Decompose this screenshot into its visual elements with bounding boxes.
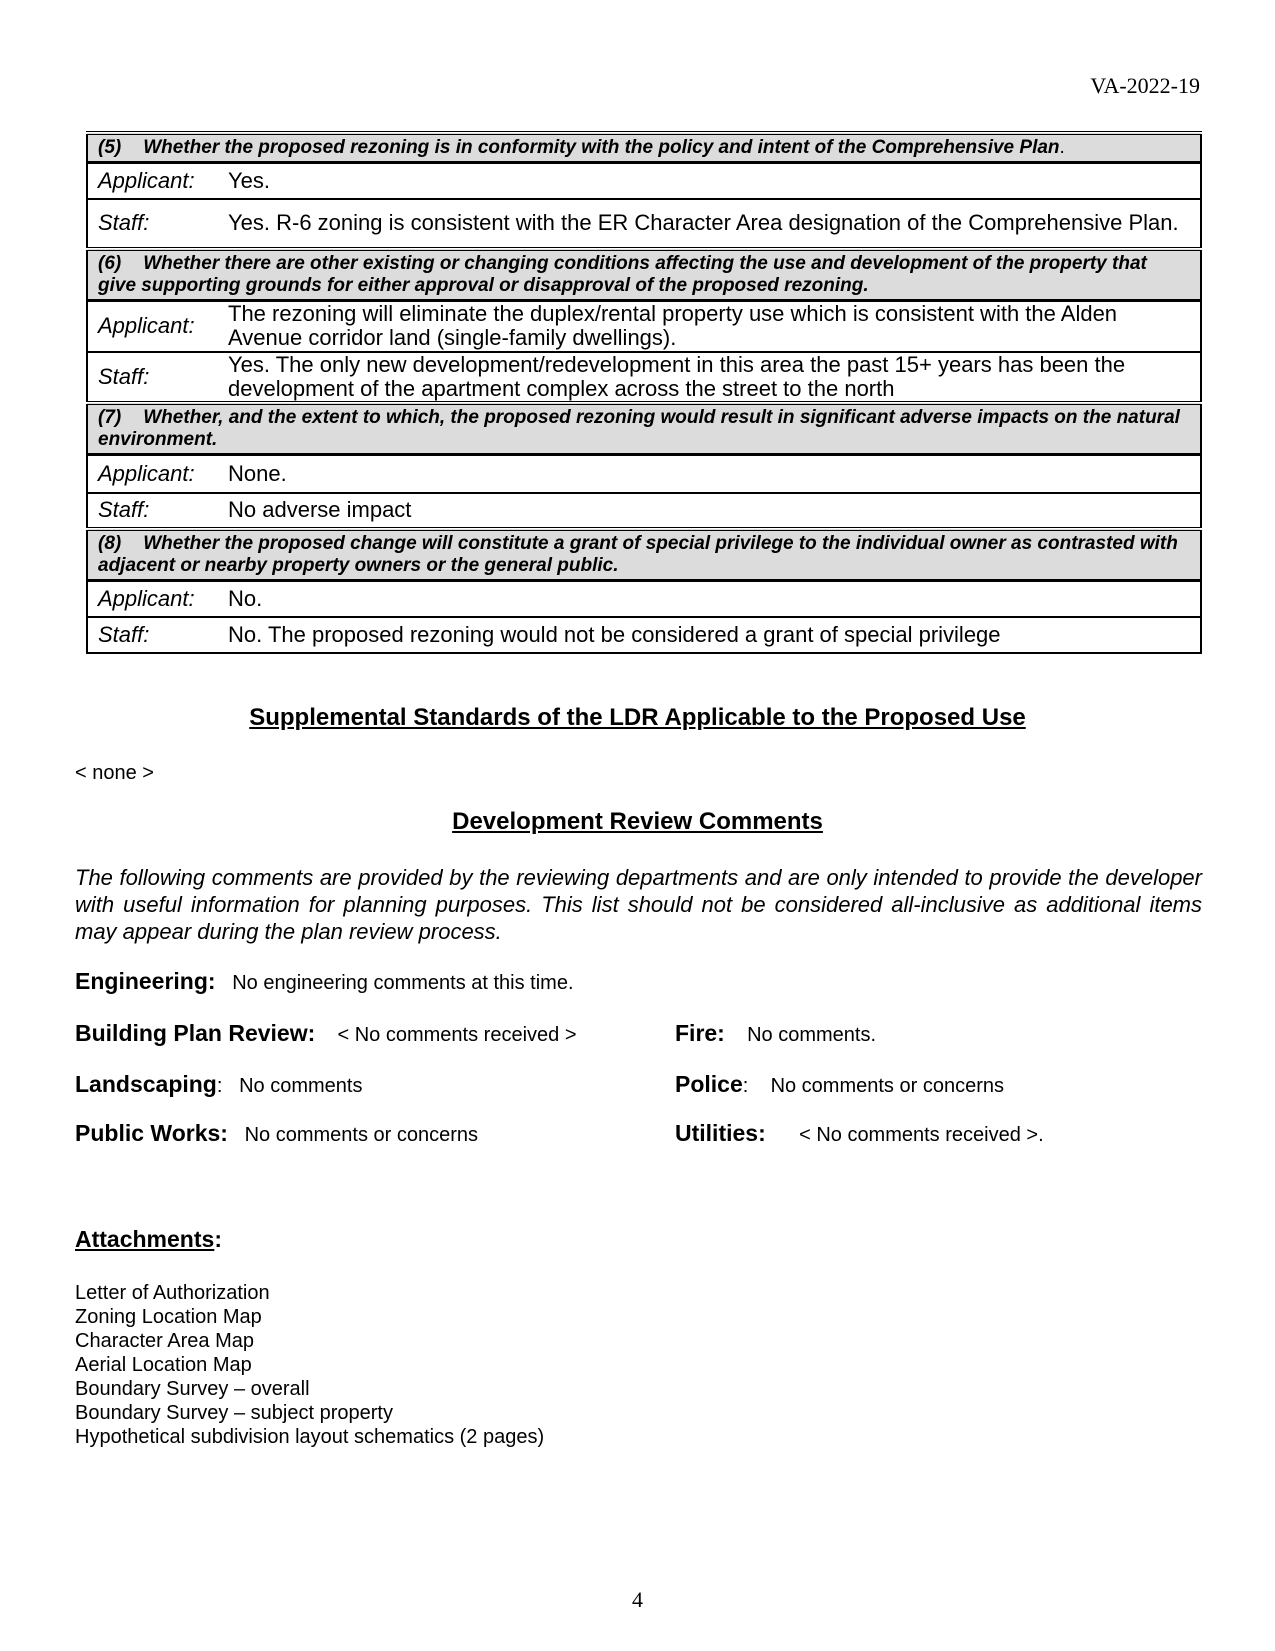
table-row bbox=[87, 300, 1201, 352]
document-id: VA-2022-19 bbox=[1090, 73, 1200, 98]
applicant-response: None. bbox=[218, 455, 1201, 493]
list-item: Boundary Survey – subject property bbox=[75, 1402, 393, 1424]
utilities-value: < No comments received >. bbox=[799, 1124, 1044, 1146]
criterion-question-8 bbox=[87, 529, 1201, 581]
police-comment bbox=[675, 1071, 1004, 1098]
staff-label: Staff: bbox=[87, 352, 218, 403]
fire-value: No comments. bbox=[747, 1024, 877, 1046]
staff-response: Yes. R-6 zoning is consistent with the ER Character Area designation of the Comprehensive Plan. bbox=[218, 199, 1201, 249]
criterion-question-period: . bbox=[1059, 137, 1065, 158]
staff-label: Staff: bbox=[87, 493, 218, 529]
criterion-question-text: Whether the proposed rezoning is in conformity with the policy and intent of the Comprehensive Plan bbox=[143, 137, 1060, 158]
engineering-value: No engineering comments at this time. bbox=[232, 972, 574, 994]
landscaping-comment bbox=[75, 1071, 362, 1098]
fire-label: Fire: bbox=[675, 1020, 725, 1046]
police-value: No comments or concerns bbox=[770, 1075, 1004, 1097]
criterion-number: (6) bbox=[98, 252, 122, 274]
police-separator: : bbox=[742, 1075, 749, 1097]
public-works-label: Public Works: bbox=[75, 1120, 228, 1146]
supplemental-standards-value: < none > bbox=[75, 762, 154, 784]
list-item: Aerial Location Map bbox=[75, 1354, 252, 1376]
criterion-question-text: Whether, and the extent to which, the proposed rezoning would result in significant adverse impacts on the natural environment. bbox=[98, 407, 1180, 450]
staff-response: No adverse impact bbox=[218, 493, 1201, 529]
applicant-label: Applicant: bbox=[87, 580, 218, 617]
utilities-comment bbox=[675, 1120, 1044, 1147]
landscaping-separator: : bbox=[216, 1075, 223, 1097]
criterion-question-text: Whether the proposed change will constitute a grant of special privilege to the individual owner as contrasted with adjacent or nearby property owners or the general public. bbox=[98, 532, 1178, 576]
building-plan-review-comment bbox=[75, 1020, 577, 1047]
fire-comment bbox=[675, 1020, 876, 1047]
criterion-question-7 bbox=[87, 403, 1201, 455]
table-row bbox=[87, 493, 1201, 529]
criterion-question-6 bbox=[87, 249, 1201, 301]
development-review-intro: The following comments are provided by the reviewing departments and are only intended to provide the developer with useful information for planning purposes. This list should not be considered all-inclusive as additional items may appear during the plan review process. bbox=[75, 865, 1202, 944]
building-plan-review-value: < No comments received > bbox=[337, 1024, 577, 1046]
table-row bbox=[87, 352, 1201, 403]
page-number: 4 bbox=[632, 1587, 643, 1612]
list-item: Hypothetical subdivision layout schematics (2 pages) bbox=[75, 1426, 545, 1448]
criterion-question-5 bbox=[87, 133, 1201, 163]
staff-response: No. The proposed rezoning would not be considered a grant of special privilege bbox=[218, 617, 1201, 653]
staff-label: Staff: bbox=[87, 617, 218, 653]
table-row bbox=[87, 455, 1201, 493]
table-row bbox=[87, 580, 1201, 617]
list-item: Character Area Map bbox=[75, 1330, 254, 1352]
development-review-heading: Development Review Comments bbox=[452, 808, 823, 835]
attachments-list bbox=[75, 1281, 544, 1449]
attachments-heading-text: Attachments bbox=[75, 1226, 215, 1252]
engineering-label: Engineering: bbox=[75, 968, 216, 994]
public-works-comment bbox=[75, 1120, 478, 1147]
applicant-response: No. bbox=[218, 580, 1201, 617]
staff-label: Staff: bbox=[87, 199, 218, 249]
applicant-response: The rezoning will eliminate the duplex/rental property use which is consistent with the Alden Avenue corridor land (single-family dwellings). bbox=[218, 300, 1201, 352]
criterion-question-text: Whether there are other existing or changing conditions affecting the use and development of the property that give supporting grounds for either approval or disapproval of the proposed rezoning. bbox=[98, 252, 1147, 296]
criterion-number: (5) bbox=[98, 137, 122, 158]
attachments-heading bbox=[75, 1226, 222, 1253]
applicant-label: Applicant: bbox=[87, 300, 218, 352]
public-works-value: No comments or concerns bbox=[244, 1124, 479, 1146]
police-label: Police bbox=[675, 1071, 743, 1097]
supplemental-standards-heading: Supplemental Standards of the LDR Applicable to the Proposed Use bbox=[249, 704, 1026, 731]
table-row bbox=[87, 199, 1201, 249]
list-item: Boundary Survey – overall bbox=[75, 1378, 310, 1400]
criterion-number: (8) bbox=[98, 532, 122, 554]
applicant-response: Yes. bbox=[218, 163, 1201, 199]
landscaping-label: Landscaping bbox=[75, 1071, 217, 1097]
table-row bbox=[87, 617, 1201, 653]
engineering-comment bbox=[75, 968, 574, 995]
applicant-label: Applicant: bbox=[87, 163, 218, 199]
list-item: Zoning Location Map bbox=[75, 1306, 262, 1328]
applicant-label: Applicant: bbox=[87, 455, 218, 493]
attachments-heading-colon: : bbox=[214, 1226, 222, 1252]
list-item: Letter of Authorization bbox=[75, 1282, 270, 1304]
building-plan-review-label: Building Plan Review: bbox=[75, 1020, 316, 1046]
criterion-number: (7) bbox=[98, 407, 122, 428]
staff-response: Yes. The only new development/redevelopment in this area the past 15+ years has been the development of the apartment complex across the street to the north bbox=[218, 352, 1201, 403]
table-row bbox=[87, 163, 1201, 199]
landscaping-value: No comments bbox=[239, 1075, 363, 1097]
rezoning-criteria-table bbox=[86, 131, 1202, 654]
utilities-label: Utilities: bbox=[675, 1120, 766, 1146]
